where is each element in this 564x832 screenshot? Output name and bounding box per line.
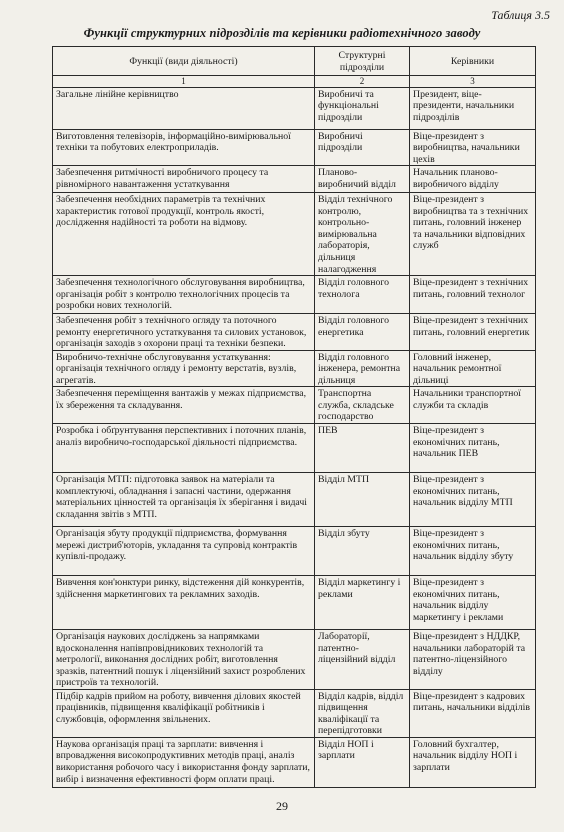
function-cell: Забезпечення ритмічності виробничого процесу та рівномірного навантаження устаткування [53, 166, 315, 193]
page-number: 29 [276, 799, 288, 813]
unit-cell: Транспортна служба, складське господарство [315, 387, 410, 424]
head-cell: Головний бухгалтер, начальник відділу НОП і зарплати [410, 737, 536, 787]
head-cell: Віце-президент з економічних питань, начальник ПЕВ [410, 424, 536, 473]
unit-cell: Виробничі та функціональні підрозділи [315, 87, 410, 129]
function-cell: Вивчення кон'юнктури ринку, відстеження дій конкурентів, здійснення маркетингових та рекламних заходів. [53, 576, 315, 630]
function-cell: Організація збуту продукції підприємства, формування мережі дистриб'юторів, укладання та супровід контрактів купівлі-продажу. [53, 527, 315, 576]
unit-cell: ПЕВ [315, 424, 410, 473]
unit-cell: Лабораторії, патентно-ліцензійний відділ [315, 630, 410, 690]
functions-table [52, 46, 536, 788]
unit-cell: Виробничі підрозділи [315, 129, 410, 166]
function-cell: Розробка і обґрунтування перспективних і поточних планів, аналіз виробничо-господарської діяльності підприємства. [53, 424, 315, 473]
table-row [53, 424, 536, 473]
head-cell: Віце-президент з виробництва, начальники цехів [410, 129, 536, 166]
header-heads: Керівники [410, 47, 536, 76]
table-row [53, 166, 536, 193]
head-cell: Президент, віце-президенти, начальники підрозділів [410, 87, 536, 129]
head-cell: Віце-президент з економічних питань, начальник відділу МТП [410, 473, 536, 527]
unit-cell: Відділ кадрів, відділ підвищення кваліфікації та перепідготовки [315, 689, 410, 737]
function-cell: Виробничо-технічне обслуговування устаткування: організація технічного огляду і ремонту верстатів, вузлів, агрегатів. [53, 350, 315, 387]
unit-cell: Відділ головного інженера, ремонтна дільниця [315, 350, 410, 387]
head-cell: Начальники транспортної служби та складів [410, 387, 536, 424]
function-cell: Підбір кадрів прийом на роботу, вивчення ділових якостей працівників, підвищення кваліфікації робітників і службовців, оформлення звільнених. [53, 689, 315, 737]
table-row [53, 527, 536, 576]
head-cell: Віце-президент з технічних питань, головний технолог [410, 276, 536, 314]
head-cell: Віце-президент з НДДКР, начальники лабораторій та патентно-ліцензійного відділу [410, 630, 536, 690]
unit-cell: Відділ технічного контролю, контрольно-вимірювальна лабораторія, дільниця налагодження [315, 193, 410, 276]
unit-cell: Відділ головного енергетика [315, 314, 410, 351]
table-row [53, 276, 536, 314]
column-number: 2 [315, 76, 410, 88]
header-functions: Функції (види діяльності) [53, 47, 315, 76]
function-cell: Організація МТП: підготовка заявок на матеріали та комплектуючі, обладнання і запасні частини, одержання матеріальних цінностей та організація їх зберігання і видачі складання звітів з МТП. [53, 473, 315, 527]
function-cell: Забезпечення необхідних параметрів та технічних характеристик готової продукції, контроль якості, дослідження надійності та роботи на відмову. [53, 193, 315, 276]
table-row [53, 630, 536, 690]
table-row [53, 129, 536, 166]
table-row [53, 350, 536, 387]
head-cell: Віце-президент з економічних питань, начальник відділу маркетингу і реклами [410, 576, 536, 630]
function-cell: Наукова організація праці та зарплати: вивчення і впровадження високопродуктивних методів праці, аналіз використання робочого часу і використання фонду зарплати, вибір і визначення ефективності форм оплати праці. [53, 737, 315, 787]
unit-cell: Відділ маркетингу і реклами [315, 576, 410, 630]
column-number: 3 [410, 76, 536, 88]
head-cell: Головний інженер, начальник ремонтної дільниці [410, 350, 536, 387]
function-cell: Забезпечення технологічного обслуговування виробництва, організація робіт з контролю технологічних процесів та розробки нових технологій. [53, 276, 315, 314]
function-cell: Забезпечення переміщення вантажів у межах підприємства, їх збереження та складування. [53, 387, 315, 424]
table-row [53, 576, 536, 630]
unit-cell: Відділ НОП і зарплати [315, 737, 410, 787]
unit-cell: Відділ головного технолога [315, 276, 410, 314]
function-cell: Організація наукових досліджень за напрямками вдосконалення напівпровідникових технологій та метрології, виконання дослідних робіт, виготовлення зразків, патентний пошук і ліцензійний захист розроблених пристроїв та технологій. [53, 630, 315, 690]
column-number: 1 [53, 76, 315, 88]
head-cell: Віце-президент з виробництва та з технічних питань, головний інженер та начальники відповідних служб [410, 193, 536, 276]
table-row [53, 689, 536, 737]
table-title: Функції структурних підрозділів та керівники радіотехнічного заводу [83, 26, 481, 40]
head-cell: Віце-президент з економічних питань, начальник відділу збуту [410, 527, 536, 576]
function-cell: Виготовлення телевізорів, інформаційно-вимірювальної техніки та побутових електроприладів. [53, 129, 315, 166]
table-row [53, 314, 536, 351]
unit-cell: Відділ збуту [315, 527, 410, 576]
table-row [53, 387, 536, 424]
table-label: Таблиця 3.5 [491, 8, 550, 22]
table-row [53, 193, 536, 276]
table-row [53, 737, 536, 787]
unit-cell: Відділ МТП [315, 473, 410, 527]
head-cell: Начальник планово-виробничого відділу [410, 166, 536, 193]
head-cell: Віце-президент з технічних питань, головний енергетик [410, 314, 536, 351]
table-row [53, 87, 536, 129]
function-cell: Забезпечення робіт з технічного огляду та поточного ремонту енергетичного устаткування та силових установок, організація заходів з охорони праці та техніки безпеки. [53, 314, 315, 351]
head-cell: Віце-президент з кадрових питань, начальники відділів [410, 689, 536, 737]
table-row [53, 473, 536, 527]
unit-cell: Планово-виробничий відділ [315, 166, 410, 193]
header-units: Структурні підрозділи [315, 47, 410, 76]
function-cell: Загальне лінійне керівництво [53, 87, 315, 129]
